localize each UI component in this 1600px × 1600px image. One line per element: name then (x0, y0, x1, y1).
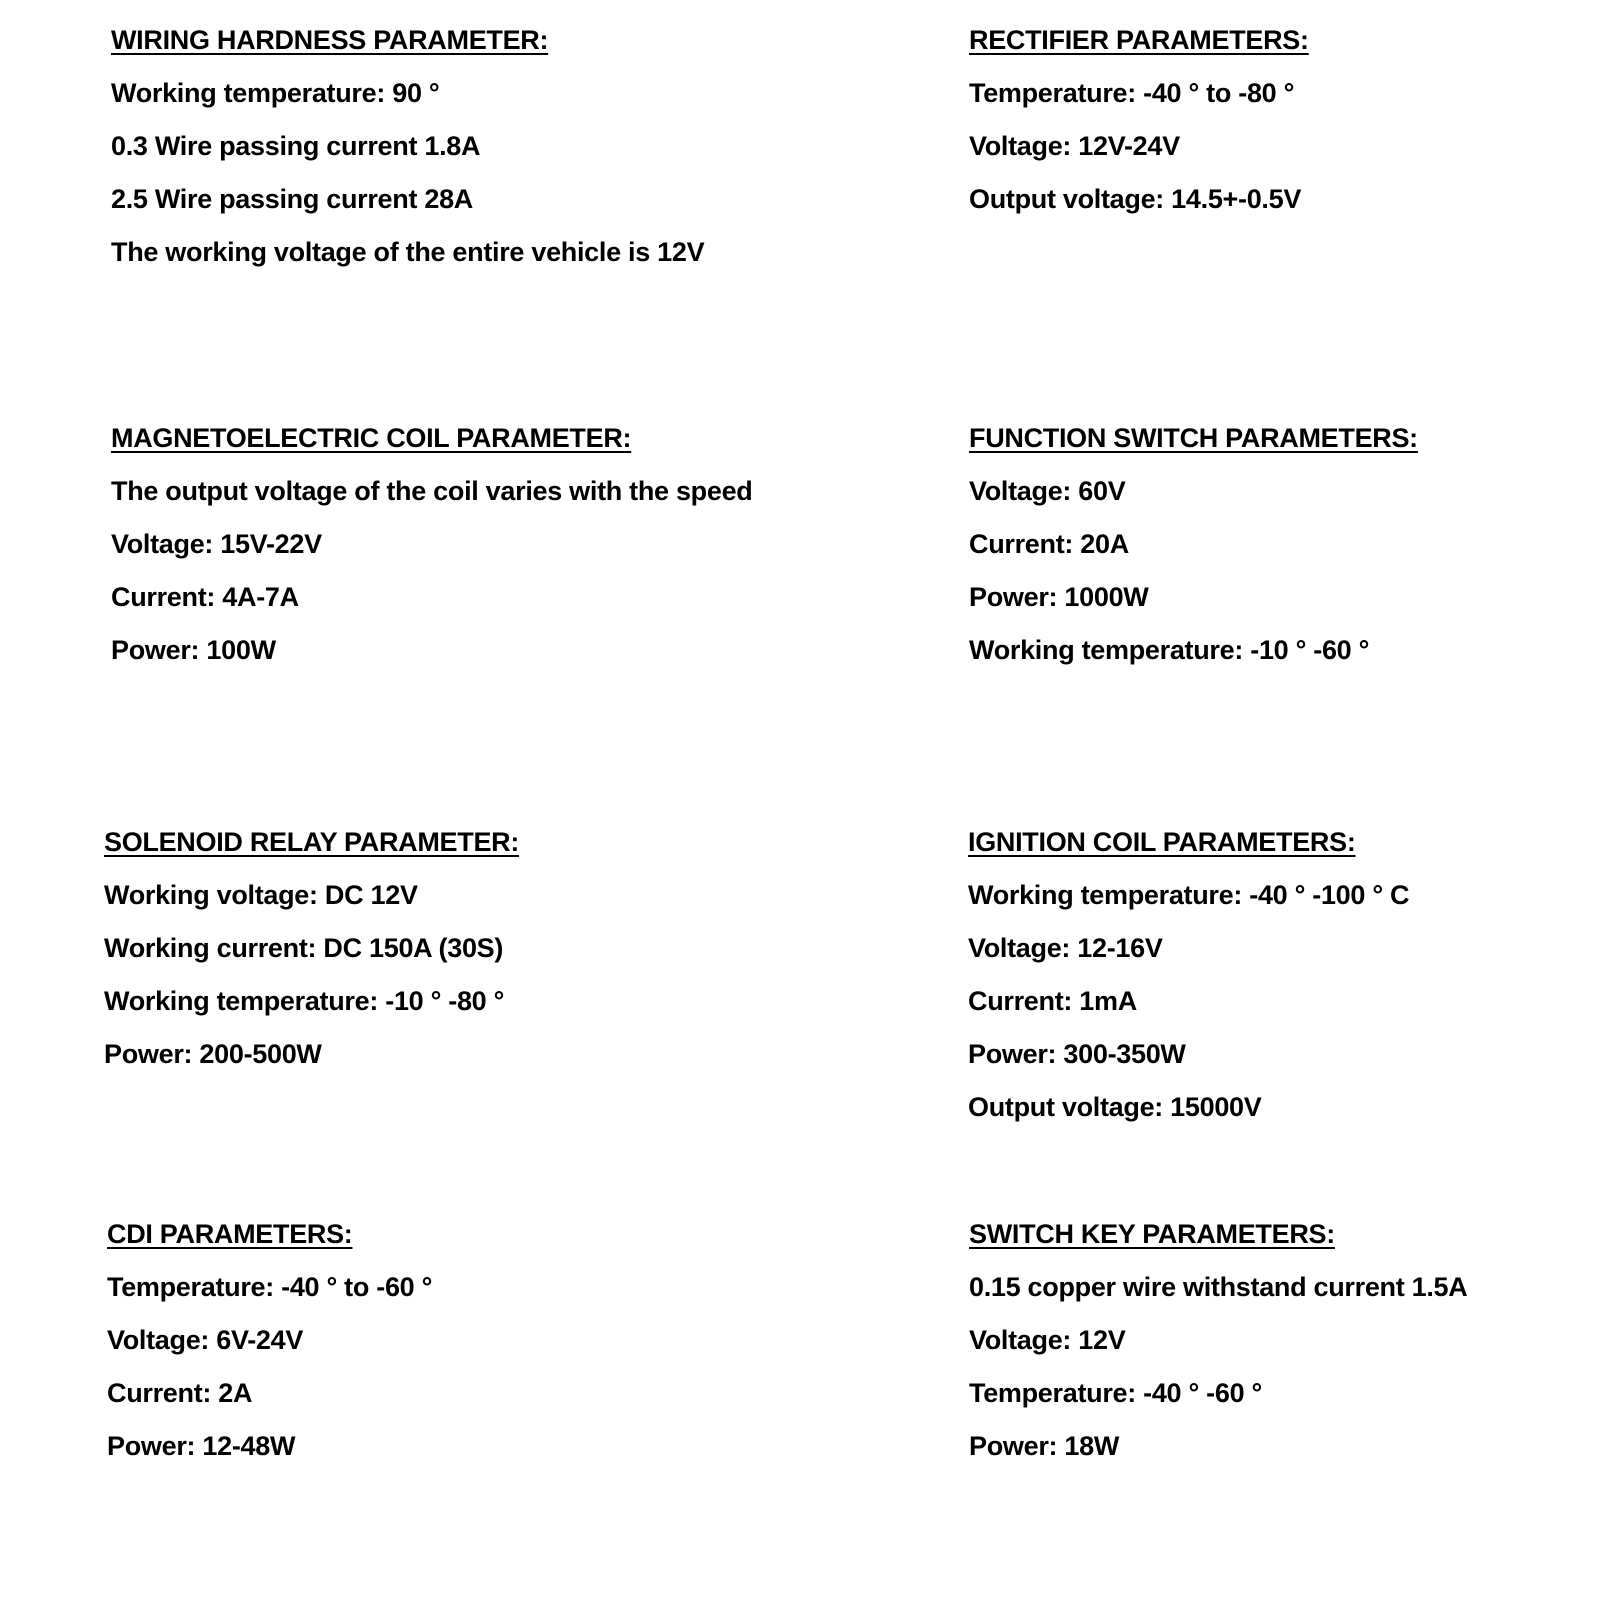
function-switch-line: Working temperature: -10 ° -60 ° (969, 635, 1370, 665)
function-switch-line: Voltage: 60V (969, 476, 1126, 506)
function-switch-section (969, 418, 1418, 670)
magnetoelectric-coil-title: MAGNETOELECTRIC COIL PARAMETER: (111, 423, 632, 453)
wiring-harness-line: Working temperature: 90 ° (111, 78, 440, 108)
ignition-coil-section (968, 822, 1409, 1127)
magnetoelectric-coil-section (111, 418, 752, 670)
solenoid-relay-title: SOLENOID RELAY PARAMETER: (104, 827, 520, 857)
cdi-line: Voltage: 6V-24V (107, 1325, 304, 1355)
switch-key-title: SWITCH KEY PARAMETERS: (969, 1219, 1335, 1249)
switch-key-line: 0.15 copper wire withstand current 1.5A (969, 1272, 1468, 1302)
ignition-coil-line: Current: 1mA (968, 986, 1137, 1016)
ignition-coil-line: Voltage: 12-16V (968, 933, 1163, 963)
function-switch-line: Power: 1000W (969, 582, 1149, 612)
ignition-coil-line: Working temperature: -40 ° -100 ° C (968, 880, 1410, 910)
switch-key-line: Temperature: -40 ° -60 ° (969, 1378, 1262, 1408)
wiring-harness-line: 0.3 Wire passing current 1.8A (111, 131, 481, 161)
rectifier-line: Output voltage: 14.5+-0.5V (969, 184, 1302, 214)
solenoid-relay-line: Working voltage: DC 12V (104, 880, 418, 910)
wiring-harness-title: WIRING HARDNESS PARAMETER: (111, 25, 549, 55)
function-switch-line: Current: 20A (969, 529, 1129, 559)
wiring-harness-line: The working voltage of the entire vehicle is 12V (111, 237, 705, 267)
solenoid-relay-line: Working current: DC 150A (30S) (104, 933, 504, 963)
cdi-section (107, 1214, 432, 1466)
rectifier-line: Temperature: -40 ° to -80 ° (969, 78, 1295, 108)
magnetoelectric-coil-line: Power: 100W (111, 635, 276, 665)
rectifier-section (969, 20, 1309, 219)
solenoid-relay-line: Working temperature: -10 ° -80 ° (104, 986, 505, 1016)
magnetoelectric-coil-line: Current: 4A-7A (111, 582, 299, 612)
switch-key-section (969, 1214, 1467, 1466)
magnetoelectric-coil-line: The output voltage of the coil varies with the speed (111, 476, 753, 506)
wiring-harness-line: 2.5 Wire passing current 28A (111, 184, 473, 214)
wiring-harness-section (111, 20, 704, 272)
ignition-coil-title: IGNITION COIL PARAMETERS: (968, 827, 1356, 857)
solenoid-relay-section (104, 822, 519, 1074)
switch-key-line: Power: 18W (969, 1431, 1120, 1461)
rectifier-line: Voltage: 12V-24V (969, 131, 1180, 161)
ignition-coil-line: Output voltage: 15000V (968, 1092, 1262, 1122)
rectifier-title: RECTIFIER PARAMETERS: (969, 25, 1309, 55)
switch-key-line: Voltage: 12V (969, 1325, 1126, 1355)
cdi-title: CDI PARAMETERS: (107, 1219, 353, 1249)
magnetoelectric-coil-line: Voltage: 15V-22V (111, 529, 322, 559)
cdi-line: Power: 12-48W (107, 1431, 296, 1461)
function-switch-title: FUNCTION SWITCH PARAMETERS: (969, 423, 1418, 453)
cdi-line: Temperature: -40 ° to -60 ° (107, 1272, 433, 1302)
solenoid-relay-line: Power: 200-500W (104, 1039, 322, 1069)
cdi-line: Current: 2A (107, 1378, 253, 1408)
ignition-coil-line: Power: 300-350W (968, 1039, 1186, 1069)
